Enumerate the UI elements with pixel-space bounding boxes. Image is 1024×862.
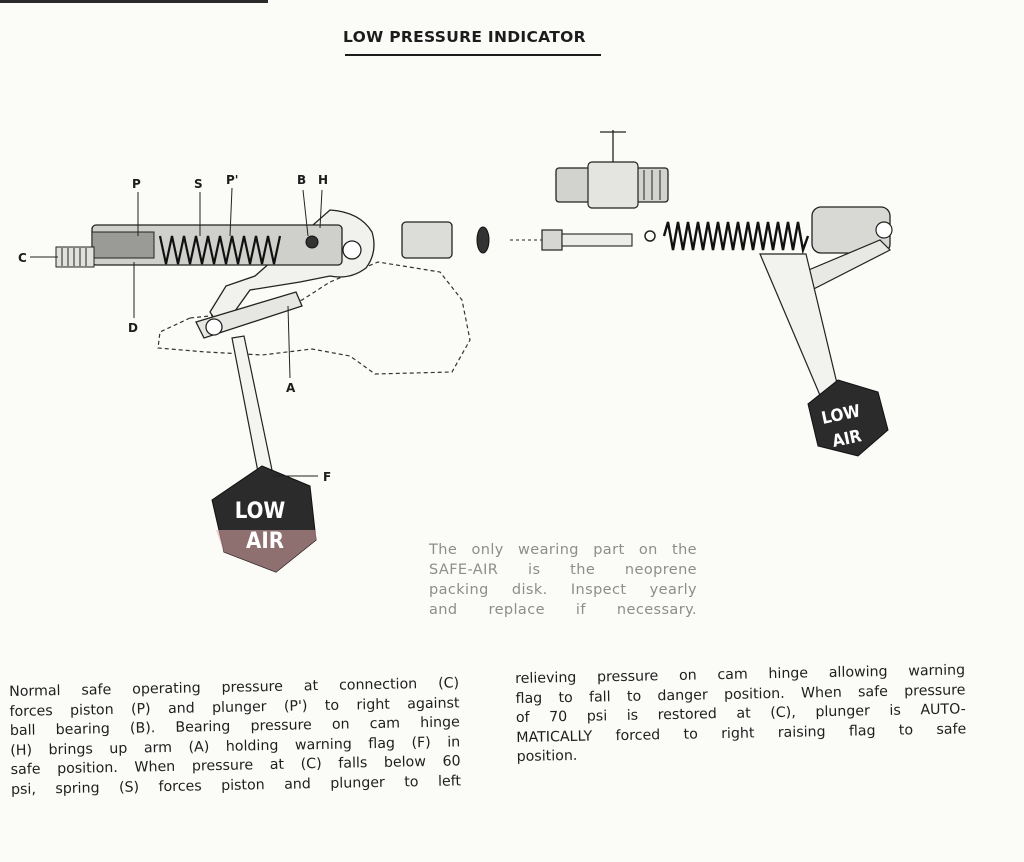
description-line: psi, spring (S) forces piston and plunger to left: [10, 772, 462, 798]
description-line: safe position. When pressure at (C) falls below 60: [10, 753, 461, 778]
description-line: Normal safe operating pressure at connection (C): [9, 675, 460, 700]
note-line: The only wearing part on the: [429, 542, 697, 558]
ball-part: [645, 231, 655, 241]
note-line: SAFE-AIR is the neoprene: [429, 562, 697, 578]
note-line: and replace if necessary.: [429, 602, 697, 618]
callout-p-prime: P': [226, 173, 239, 187]
callout-p: P: [132, 177, 141, 191]
sleeve-part: [402, 222, 452, 258]
note-line: packing disk. Inspect yearly: [429, 582, 697, 598]
description-line: MATICALLY forced to right raising flag to safe: [516, 720, 967, 746]
description-column-2: [515, 661, 967, 767]
description-line: (H) brings up arm (A) holding warning flag (F) in: [10, 733, 461, 759]
description-line: position.: [516, 747, 578, 765]
flag-rod: [232, 336, 272, 472]
callout-b: B: [297, 173, 307, 187]
description-line: flag to fall to danger position. When safe pressure: [515, 681, 966, 707]
description-line: forces piston (P) and plunger (P') to right against: [9, 694, 460, 720]
plunger-part: [542, 230, 562, 250]
callout-c: C: [18, 251, 27, 265]
page-title: LOW PRESSURE INDICATOR: [343, 28, 586, 46]
callout-h: H: [318, 173, 329, 187]
assembled-indicator: [56, 210, 470, 572]
description-column-1: [9, 674, 461, 800]
callout-s: S: [194, 177, 203, 191]
callout-d: D: [128, 321, 138, 335]
right-flag-line2: AIR: [830, 426, 864, 452]
right-flag-line1: LOW: [819, 401, 863, 429]
maintenance-note: [429, 540, 697, 620]
description-line: of 70 psi is restored at (C), plunger is AUTO-: [515, 701, 966, 726]
description-line: ball bearing (B). Bearing pressure on cam hinge: [9, 714, 460, 739]
packing-disk: [477, 227, 489, 253]
left-flag-line2: AIR: [246, 529, 284, 554]
return-spring: [664, 222, 808, 250]
ball-bearing: [306, 236, 318, 248]
description-line: relieving pressure on cam hinge allowing warning: [515, 662, 966, 687]
exploded-parts: [402, 130, 892, 456]
callout-a: A: [286, 381, 296, 395]
left-flag-line1: LOW: [234, 499, 286, 524]
callout-f: F: [323, 470, 332, 484]
